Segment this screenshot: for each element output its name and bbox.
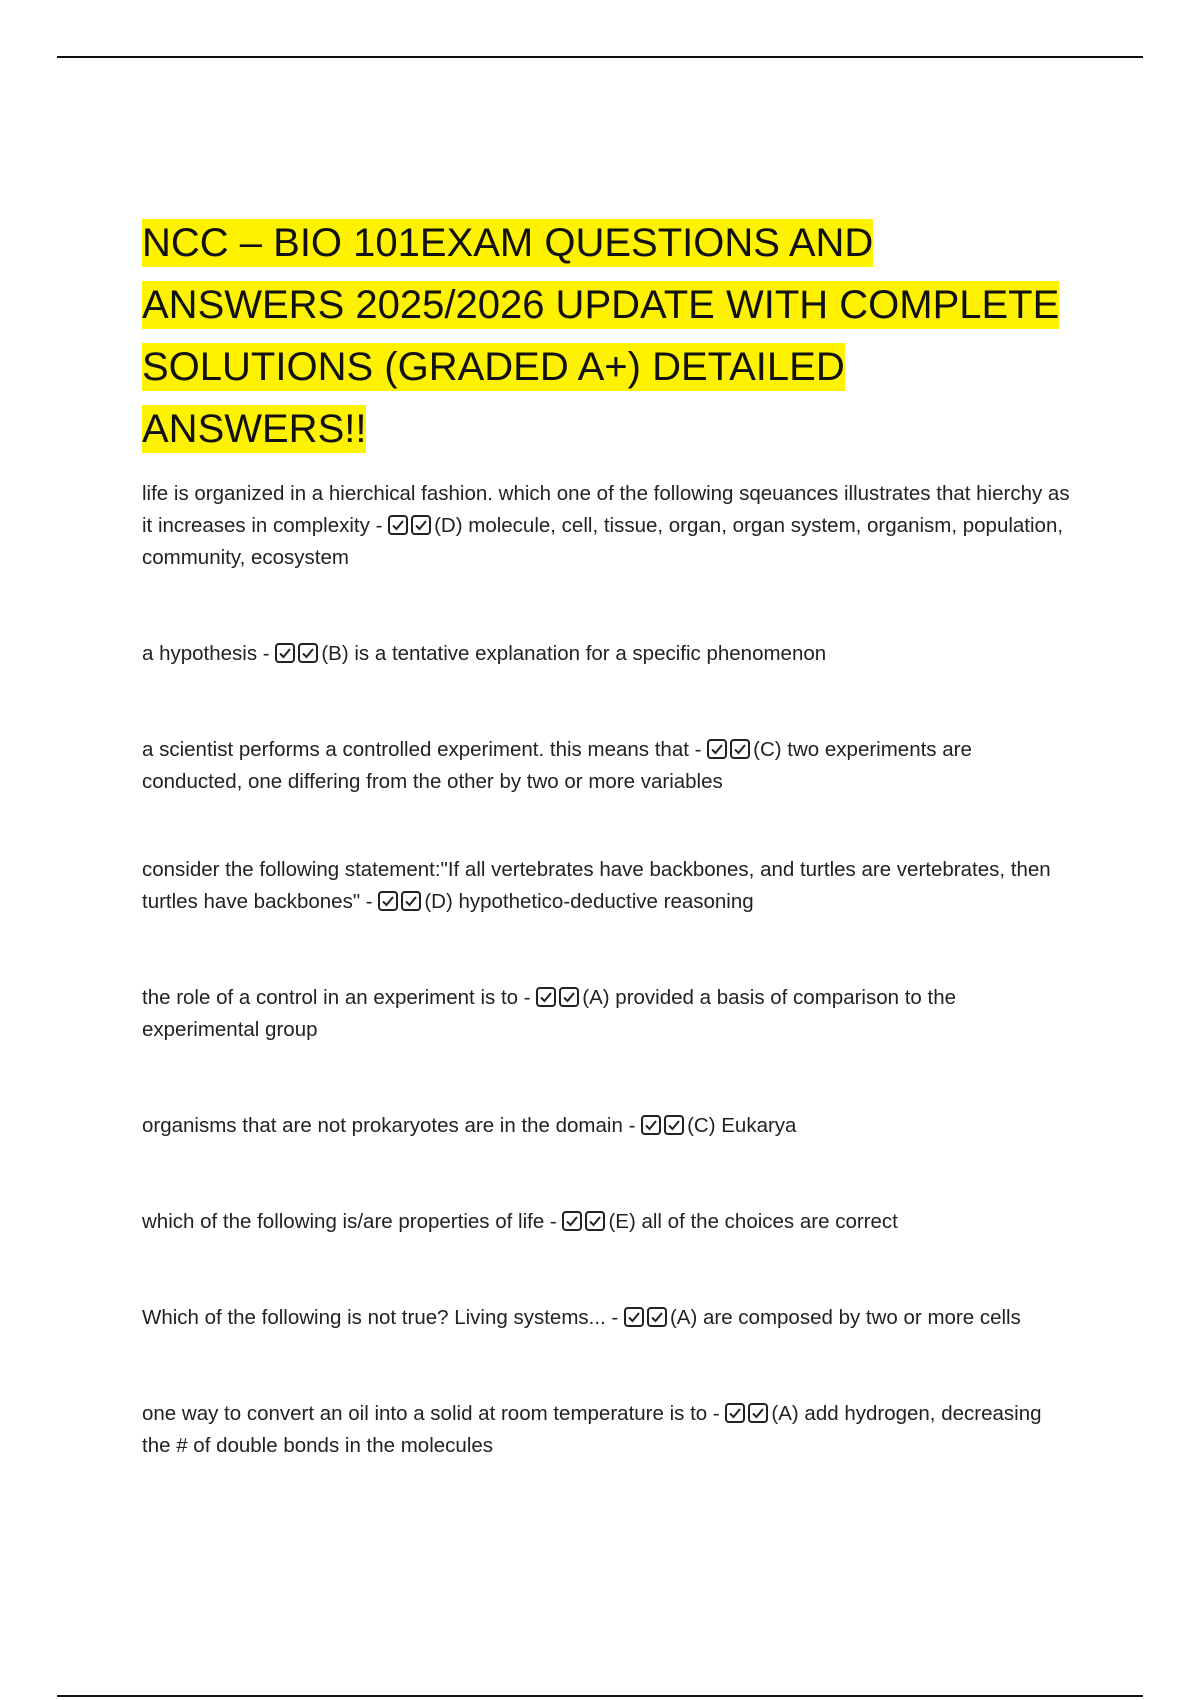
bottom-rule: [57, 1695, 1143, 1697]
question-text: which of the following is/are properties of life: [142, 1210, 545, 1233]
question-text: a hypothesis: [142, 642, 258, 665]
qa-item: [142, 1110, 1072, 1142]
question-text: one way to convert an oil into a solid at room temperature is to: [142, 1402, 708, 1425]
checkbox-check-icon: [748, 1403, 768, 1423]
checkbox-check-icon: [707, 739, 727, 759]
separator: -: [369, 514, 389, 537]
top-rule: [57, 56, 1143, 58]
separator: -: [707, 1402, 726, 1425]
qa-item: [142, 854, 1072, 918]
checkbox-check-icon: [378, 891, 398, 911]
checkbox-check-icon: [647, 1307, 667, 1327]
answer-text: (C) Eukarya: [687, 1114, 797, 1137]
checkbox-check-icon: [562, 1211, 582, 1231]
qa-item: [142, 1398, 1072, 1462]
answer-text: (C) two experiments are conducted, one differing from the other by two or more variables: [142, 738, 972, 793]
separator: -: [622, 1114, 642, 1137]
qa-item: [142, 982, 1072, 1046]
separator: -: [688, 738, 708, 761]
question-text: life is organized in a hierchical fashion. which one of the following sqeuances illustrates that hierchy as it increases in complexity: [142, 482, 1070, 537]
qa-list: [142, 478, 1072, 1462]
title-line: ANSWERS 2025/2026 UPDATE WITH COMPLETE: [142, 283, 1060, 327]
title-line: SOLUTIONS (GRADED A+) DETAILED ANSWERS!!: [142, 345, 845, 451]
separator: -: [257, 642, 276, 665]
separator: -: [605, 1306, 624, 1329]
qa-item: [142, 1302, 1072, 1334]
separator: -: [360, 890, 379, 913]
checkbox-check-icon: [388, 515, 408, 535]
checkbox-check-icon: [536, 987, 556, 1007]
answer-text: (B) is a tentative explanation for a specific phenomenon: [321, 642, 827, 665]
checkbox-check-icon: [275, 643, 295, 663]
checkbox-check-icon: [624, 1307, 644, 1327]
qa-item: [142, 1206, 1072, 1238]
answer-text: (D) molecule, cell, tissue, organ, organ system, organism, population, community, ecosystem: [142, 514, 1064, 569]
question-text: a scientist performs a controlled experiment. this means that: [142, 738, 689, 761]
question-text: Which of the following is not true? Living systems...: [142, 1306, 606, 1329]
question-text: the role of a control in an experiment is to: [142, 986, 519, 1009]
checkbox-check-icon: [641, 1115, 661, 1135]
answer-text: (A) provided a basis of comparison to the experimental group: [142, 986, 957, 1041]
answer-text: (D) hypothetico-deductive reasoning: [424, 890, 754, 913]
separator: -: [544, 1210, 563, 1233]
checkbox-check-icon: [664, 1115, 684, 1135]
document-title: [142, 212, 1072, 460]
checkbox-check-icon: [585, 1211, 605, 1231]
checkbox-check-icon: [298, 643, 318, 663]
checkbox-check-icon: [725, 1403, 745, 1423]
answer-text: (E) all of the choices are correct: [608, 1210, 898, 1233]
title-line: NCC – BIO 101EXAM QUESTIONS AND: [142, 221, 874, 265]
question-text: organisms that are not prokaryotes are in the domain: [142, 1114, 623, 1137]
answer-text: (A) add hydrogen, decreasing the # of double bonds in the molecules: [142, 1402, 1042, 1457]
checkbox-check-icon: [730, 739, 750, 759]
question-text: consider the following statement:"If all vertebrates have backbones, and turtles are vertebrates, then turtles have backbones": [142, 858, 1051, 913]
qa-item: [142, 638, 1072, 670]
page-content: [142, 212, 1072, 1462]
separator: -: [518, 986, 537, 1009]
answer-text: (A) are composed by two or more cells: [669, 1306, 1021, 1329]
checkbox-check-icon: [411, 515, 431, 535]
qa-item: [142, 478, 1072, 574]
checkbox-check-icon: [559, 987, 579, 1007]
checkbox-check-icon: [401, 891, 421, 911]
qa-item: [142, 734, 1072, 798]
